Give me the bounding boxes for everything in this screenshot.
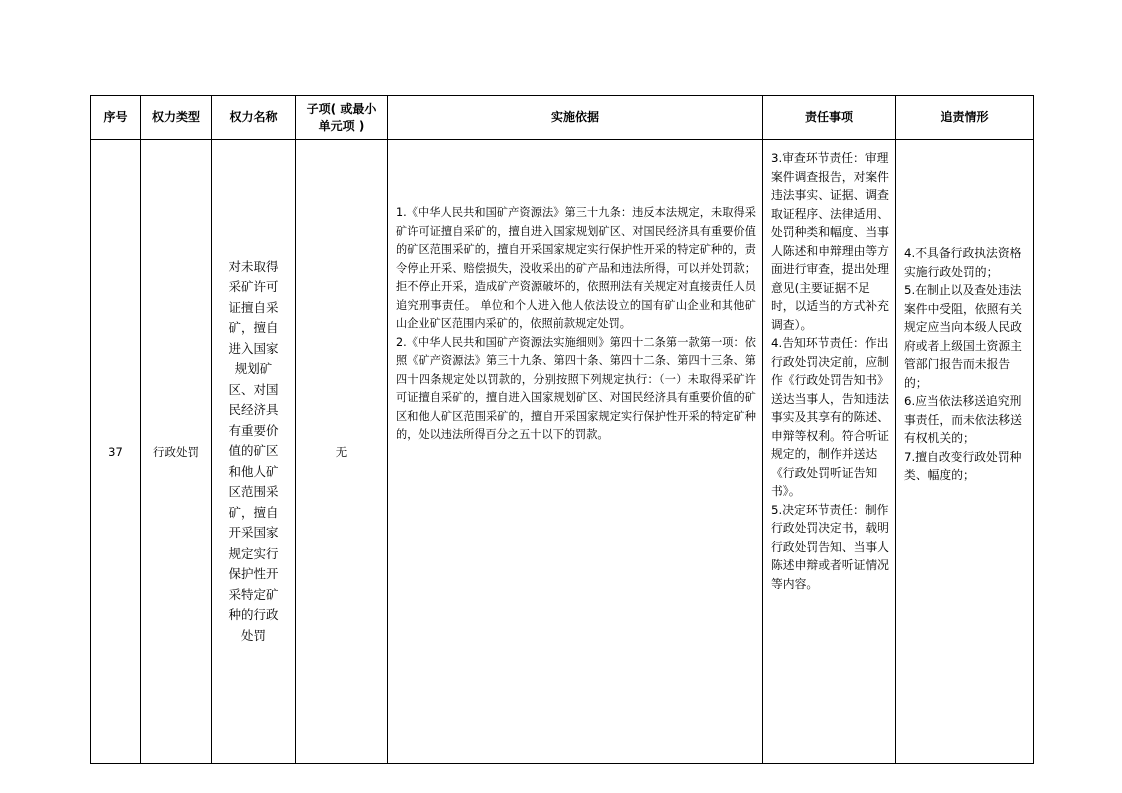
cell-power-type: 行政处罚	[141, 140, 212, 764]
accountability-item-5: 5.在制止以及查处违法案件中受阻，依照有关规定应当向本级人民政府或者上级国土资源主管部门报告而未报告的；	[904, 283, 1022, 390]
header-sub-item-line1: 子项( 或最小	[306, 101, 377, 116]
header-power-type: 权力类型	[141, 96, 212, 140]
responsibility-item-4: 4.告知环节责任：作出行政处罚决定前，应制作《行政处罚告知书》送达当事人，告知违法事实及其享有的陈述、申辩等权利。符合听证规定的，制作并送达《行政处罚听证告知书》。	[771, 336, 889, 498]
header-seq: 序号	[91, 96, 141, 140]
cell-sub-item: 无	[296, 140, 388, 764]
cell-power-name: 对未取得采矿许可证擅自采矿，擅自进入国家规划矿区、对国民经济具有重要价值的矿区和他人矿区范围采矿，擅自开采国家规定实行保护性开采特定矿种的行政处罚	[212, 140, 296, 764]
accountability-item-7: 7.擅自改变行政处罚种类、幅度的；	[904, 449, 1022, 482]
basis-paragraph-2: 2.《中华人民共和国矿产资源法实施细则》第四十二条第一款第一项：依照《矿产资源法》第三十九条、第四十条、第四十二条、第四十三条、第四十四条规定处以罚款的，分别按照下列规定执行：（一）未取得采矿许可证擅自采矿的，擅自进入国家规划矿区、对国民经济具有重要价值的矿区和他人矿区范围采矿的，擅自开采国家规定实行保护性开采的特定矿种的，处以违法所得百分之五十以下的罚款。	[396, 335, 756, 441]
header-row	[91, 96, 1034, 140]
header-sub-item-line2: 单元项 )	[318, 118, 365, 133]
header-sub-item	[296, 96, 388, 140]
header-responsibility: 责任事项	[763, 96, 896, 140]
accountability-item-4: 4.不具备行政执法资格实施行政处罚的；	[904, 246, 1022, 279]
cell-seq: 37	[91, 140, 141, 764]
basis-paragraph-1: 1.《中华人民共和国矿产资源法》第三十九条：违反本法规定，未取得采矿许可证擅自采矿的，擅自进入国家规划矿区、对国民经济具有重要价值的矿区范围采矿的，擅自开采国家规定实行保护性开采的特定矿种的，责令停止开采、赔偿损失，没收采出的矿产品和违法所得，可以并处罚款；拒不停止开采，造成矿产资源破坏的，依照刑法有关规定对直接责任人员追究刑事责任。 单位和个人进入他人依法设立的国有矿山企业和其他矿山企业矿区范围内采矿的，依照前款规定处罚。	[396, 206, 756, 330]
header-basis: 实施依据	[388, 96, 763, 140]
header-power-name: 权力名称	[212, 96, 296, 140]
header-accountability: 追责情形	[896, 96, 1034, 140]
accountability-item-6: 6.应当依法移送追究刑事责任，而未依法移送有权机关的；	[904, 394, 1022, 445]
responsibility-item-5: 5.决定环节责任：制作行政处罚决定书，载明行政处罚告知、当事人陈述申辩或者听证情况等内容。	[771, 502, 889, 591]
cell-responsibility	[763, 140, 896, 764]
cell-basis	[388, 140, 763, 764]
cell-accountability	[896, 140, 1034, 764]
responsibility-item-3: 3.审查环节责任：审理案件调查报告，对案件违法事实、证据、调查取证程序、法律适用、处罚种类和幅度、当事人陈述和申辩理由等方面进行审查，提出处理意见(主要证据不足时，以适当的方式补充调查）。	[771, 151, 889, 332]
table-row	[91, 140, 1034, 764]
power-list-table	[90, 95, 1034, 764]
